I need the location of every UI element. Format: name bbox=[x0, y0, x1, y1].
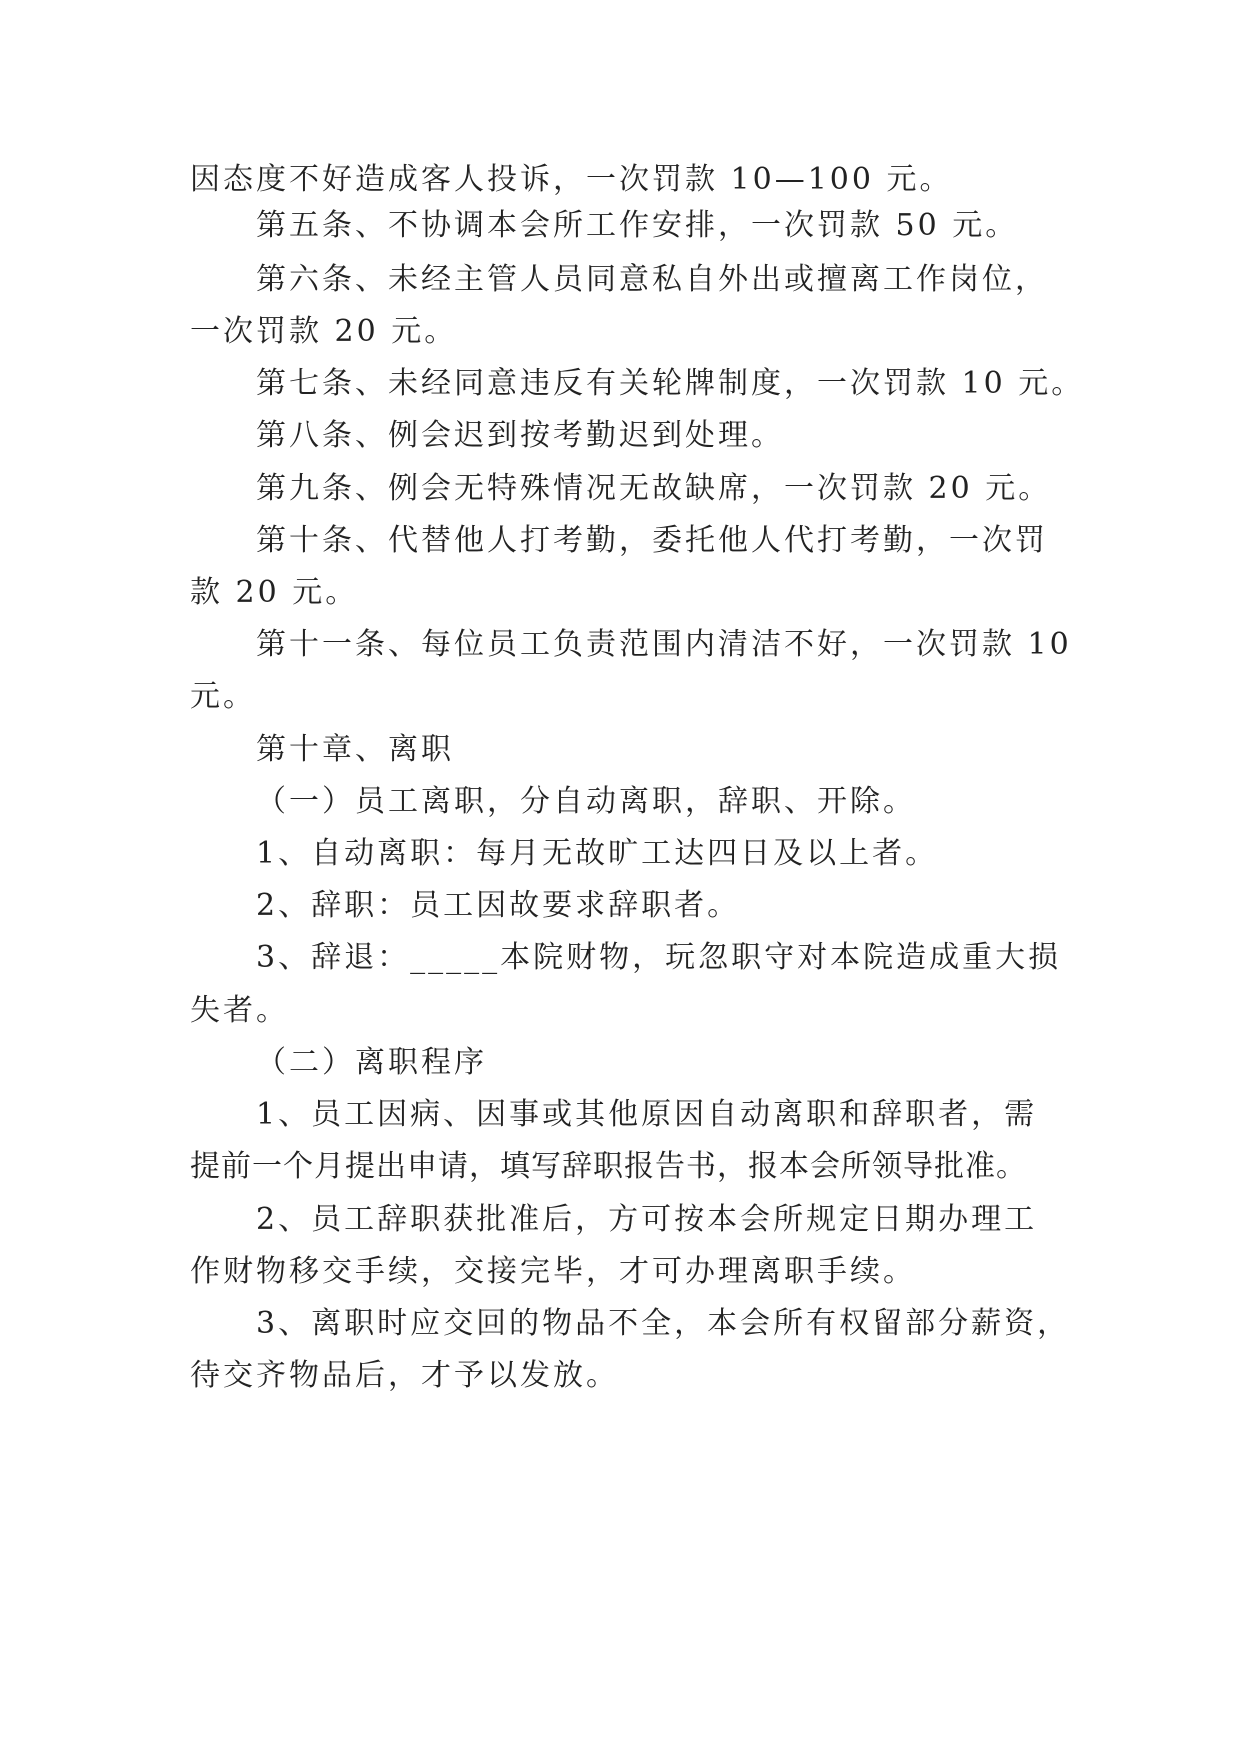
text-line: 失者。 bbox=[190, 993, 289, 1028]
text-line: 1、员工因病、因事或其他原因自动离职和辞职者，需 bbox=[256, 1097, 1038, 1132]
text-line: 2、员工辞职获批准后，方可按本会所规定日期办理工 bbox=[256, 1202, 1038, 1237]
text-line: 款 20 元。 bbox=[190, 575, 359, 610]
text-line: 第八条、例会迟到按考勤迟到处理。 bbox=[256, 418, 784, 453]
text-line: 第十条、代替他人打考勤，委托他人代打考勤，一次罚 bbox=[256, 523, 1048, 558]
text-line: 一次罚款 20 元。 bbox=[190, 314, 458, 349]
text-line: 第七条、未经同意违反有关轮牌制度，一次罚款 10 元。 bbox=[256, 366, 1085, 401]
chapter-heading: 第十章、离职 bbox=[256, 732, 454, 767]
text-line: 提前一个月提出申请，填写辞职报告书，报本会所领导批准。 bbox=[190, 1149, 1027, 1184]
text-line: 1、自动离职：每月无故旷工达四日及以上者。 bbox=[256, 836, 939, 871]
section-heading: （二）离职程序 bbox=[256, 1045, 487, 1080]
text-line: 3、离职时应交回的物品不全，本会所有权留部分薪资， bbox=[256, 1306, 1071, 1341]
text-line: 待交齐物品后，才予以发放。 bbox=[190, 1358, 619, 1393]
text-line: 作财物移交手续，交接完毕，才可办理离职手续。 bbox=[190, 1254, 916, 1289]
text-line: 2、辞职：员工因故要求辞职者。 bbox=[256, 888, 741, 923]
text-line: 第五条、不协调本会所工作安排，一次罚款 50 元。 bbox=[256, 208, 1019, 243]
text-line: 3、辞退：_____本院财物，玩忽职守对本院造成重大损 bbox=[256, 940, 1062, 975]
text-line: 元。 bbox=[190, 679, 256, 714]
text-line: 第十一条、每位员工负责范围内清洁不好，一次罚款 10 bbox=[256, 627, 1072, 662]
text-line: 因态度不好造成客人投诉，一次罚款 10—100 元。 bbox=[190, 162, 953, 197]
section-heading: （一）员工离职，分自动离职，辞职、开除。 bbox=[256, 784, 916, 819]
text-line: 第六条、未经主管人员同意私自外出或擅离工作岗位， bbox=[256, 262, 1048, 297]
text-line: 第九条、例会无特殊情况无故缺席，一次罚款 20 元。 bbox=[256, 471, 1052, 506]
